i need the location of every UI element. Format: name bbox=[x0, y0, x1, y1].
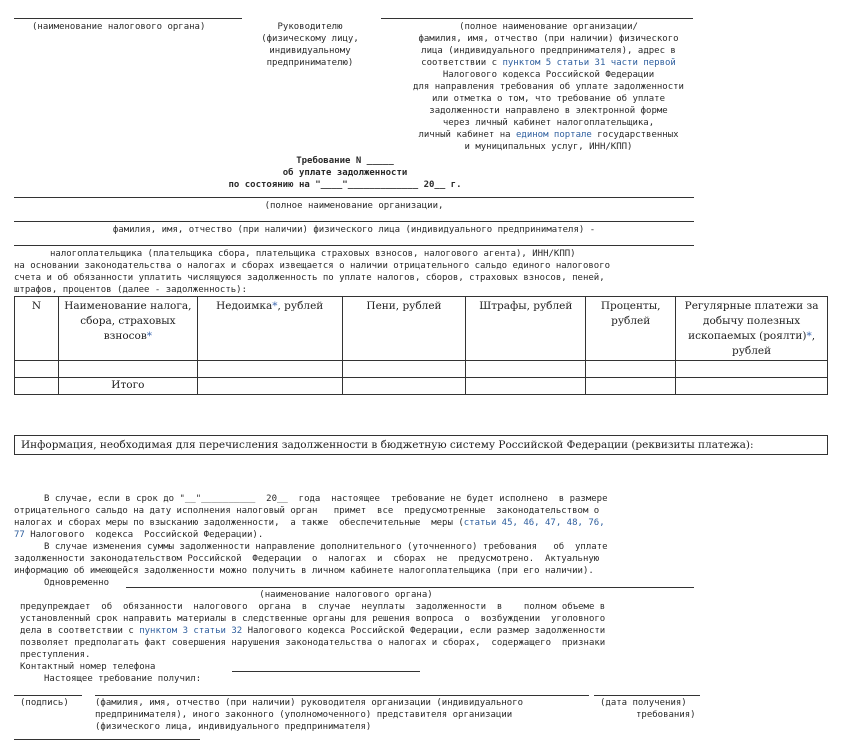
head-caption-line: предпринимателю) bbox=[266, 58, 354, 68]
body-text: Налогового кодекса Российской Федерации, если размер задолженности bbox=[242, 626, 606, 636]
table-row bbox=[15, 361, 828, 378]
table-cell bbox=[466, 361, 586, 378]
table-header-row bbox=[15, 297, 828, 361]
body-p4-l5: преступления. bbox=[20, 650, 91, 660]
signature-caption: (подпись) bbox=[20, 698, 69, 708]
org-name-line bbox=[381, 18, 693, 19]
table-total-row bbox=[15, 378, 828, 395]
org-caption-line: через личный кабинет налогоплательщика, bbox=[442, 118, 655, 128]
table-cell bbox=[15, 361, 59, 378]
subject-line-2: на основании законодательства о налогах и сборах извещается о наличии отрицательного сальдо единого налогового bbox=[14, 261, 611, 271]
body-p4-l4: позволяет предполагать факт совершения нарушения законодательства о налогах и сборах, содержащего признаки bbox=[20, 638, 606, 648]
org-caption-line: лица (индивидуального предпринимателя), адрес в bbox=[421, 46, 676, 56]
tax-authority-name-line bbox=[126, 587, 694, 588]
signature-line[interactable] bbox=[14, 695, 82, 696]
subject-caption-2: фамилия, имя, отчество (при наличии) физического лица (индивидуального предпринимателя) - bbox=[112, 225, 596, 235]
debt-table bbox=[14, 296, 828, 395]
table-cell bbox=[15, 378, 59, 395]
body-p4-l2: установленный срок направить материалы в следственные органы для решения вопроса о возбуждении уголовного bbox=[20, 614, 606, 624]
org-caption-line bbox=[381, 57, 716, 69]
name-caption-line: предпринимателя), иного законного (уполномоченного) представителя организации bbox=[95, 710, 513, 720]
tax-authority-line bbox=[14, 18, 242, 19]
table-cell bbox=[197, 378, 342, 395]
name-caption-line: (фамилия, имя, отчество (при наличии) руководителя организации (индивидуального bbox=[95, 698, 524, 708]
article-77-link[interactable]: 77 bbox=[14, 530, 25, 540]
body-p1-l2: отрицательного сальдо на дату исполнения налоговый орган примет все предусмотренные законодательством о bbox=[14, 506, 600, 516]
table-cell bbox=[58, 361, 197, 378]
unified-portal-link[interactable]: едином портале bbox=[515, 130, 592, 140]
org-full-name-line bbox=[14, 197, 694, 198]
title-line: Требование N _____ bbox=[296, 156, 394, 166]
receipt-date-line[interactable] bbox=[594, 695, 700, 696]
table-cell bbox=[197, 361, 342, 378]
org-caption-text: личный кабинет на bbox=[418, 130, 516, 140]
org-caption-text: государственных bbox=[591, 130, 679, 140]
subject-line-1: налогоплательщика (плательщика сбора, плательщика страховых взносов, налогового агента), ИНН/КПП) bbox=[50, 249, 576, 259]
person-name-line bbox=[14, 221, 694, 222]
subject-line-3: счета и об обязанности уплатить числящуюся задолженность по уплате налогов, сборов, страховых взносов, пеней, bbox=[14, 273, 605, 283]
body-text: налогах и сборах меры по взысканию задолженности, а также обеспечительные меры ( bbox=[14, 518, 464, 528]
col-header-text: , рублей bbox=[732, 330, 816, 357]
col-header-royalty bbox=[676, 297, 828, 361]
body-p2-l1: В случае изменения суммы задолженности направление дополнительного (уточненного) требования об уплате bbox=[44, 542, 608, 552]
articles-links[interactable]: статьи 45, 46, 47, 48, 76, bbox=[463, 518, 605, 528]
org-caption-text: соответствии с bbox=[421, 58, 503, 68]
org-caption-line: Налогового кодекса Российской Федерации bbox=[442, 70, 655, 80]
table-cell bbox=[466, 378, 586, 395]
footnote-star[interactable]: * bbox=[806, 330, 812, 342]
table-cell bbox=[676, 378, 828, 395]
simultaneously-label: Одновременно bbox=[44, 578, 110, 588]
org-caption-line: или отметка о том, что требование об уплате bbox=[432, 94, 665, 104]
recipient-name-caption bbox=[95, 697, 523, 733]
org-caption-line: задолженности направлено в электронной форме bbox=[429, 106, 668, 116]
org-caption-line: и муниципальных услуг, ИНН/КПП) bbox=[464, 142, 633, 152]
body-text: дела в соответствии с bbox=[20, 626, 140, 636]
org-caption-line bbox=[381, 129, 716, 141]
footnote-star[interactable]: * bbox=[272, 300, 278, 312]
table-cell bbox=[586, 378, 676, 395]
article-31-link[interactable]: пунктом 5 статьи 31 части первой bbox=[502, 58, 676, 68]
col-header-fines: Штрафы, рублей bbox=[466, 297, 586, 361]
payment-details-label: Информация, необходимая для перечисления задолженности в бюджетную систему Российской Федерации (реквизиты платежа): bbox=[21, 439, 754, 451]
body-p4-l1: предупреждает об обязанности налогового органа в случае неуплаты задолженности в полном объеме в bbox=[20, 602, 606, 612]
col-header-arrears bbox=[197, 297, 342, 361]
org-caption bbox=[381, 21, 716, 153]
body-p1-l3 bbox=[14, 517, 605, 529]
subject-caption-1: (полное наименование организации, bbox=[264, 201, 444, 211]
col-header-tax-name bbox=[58, 297, 197, 361]
bottom-line bbox=[14, 739, 200, 740]
article-32-link[interactable]: пунктом 3 статьи 32 bbox=[139, 626, 243, 636]
receipt-date-caption bbox=[600, 697, 696, 721]
table-cell bbox=[342, 378, 466, 395]
total-label: Итого bbox=[58, 378, 197, 395]
body-p1-l4 bbox=[14, 529, 263, 541]
taxpayer-line bbox=[14, 245, 694, 246]
document-title bbox=[190, 155, 500, 191]
payment-details-box bbox=[14, 435, 828, 455]
body-p4-l3 bbox=[20, 625, 605, 637]
tax-authority-caption: (наименование налогового органа) bbox=[32, 22, 206, 32]
org-caption-line: фамилия, имя, отчество (при наличии) физического bbox=[418, 34, 679, 44]
col-header-penalty-fees: Пени, рублей bbox=[342, 297, 466, 361]
head-caption-line: (физическому лицу, bbox=[261, 34, 359, 44]
received-label: Настоящее требование получил: bbox=[44, 674, 202, 684]
head-caption-line: Руководителю bbox=[277, 22, 343, 32]
head-caption bbox=[255, 21, 365, 69]
col-header-text: , рублей bbox=[277, 300, 324, 312]
table-cell bbox=[342, 361, 466, 378]
col-header-text: Недоимка bbox=[216, 300, 273, 312]
title-line: об уплате задолженности bbox=[282, 168, 408, 178]
col-header-text: Наименование налога, сбора, страховых взносов bbox=[64, 300, 192, 342]
org-caption-line: (полное наименование организации/ bbox=[459, 22, 638, 32]
footnote-star[interactable]: * bbox=[146, 330, 153, 342]
table-cell bbox=[676, 361, 828, 378]
body-p2-l2: задолженности законодательством Российской Федерации о налогах и сборах не предусмотрено. Актуальную bbox=[14, 554, 600, 564]
contact-phone-line[interactable] bbox=[232, 671, 420, 672]
org-caption-line: для направления требования об уплате задолженности bbox=[413, 82, 684, 92]
recipient-name-line[interactable] bbox=[95, 695, 589, 696]
col-header-n: N bbox=[15, 297, 59, 361]
tax-authority-name-caption: (наименование налогового органа) bbox=[259, 590, 433, 600]
table-cell bbox=[586, 361, 676, 378]
body-p1-l1: В случае, если в срок до "__"__________ 20__ года настоящее требование не будет исполнено в размере bbox=[44, 494, 608, 504]
date-caption-line: требования) bbox=[636, 710, 696, 720]
subject-line-4: штрафов, процентов (далее - задолженность): bbox=[14, 285, 247, 295]
body-text: Налогового кодекса Российской Федерации). bbox=[24, 530, 264, 540]
title-line: по состоянию на "____"_____________ 20__ г. bbox=[228, 180, 462, 190]
col-header-interest: Проценты, рублей bbox=[586, 297, 676, 361]
name-caption-line: (физического лица, индивидуального предпринимателя) bbox=[95, 722, 372, 732]
date-caption-line: (дата получения) bbox=[600, 698, 687, 708]
head-caption-line: индивидуальному bbox=[269, 46, 351, 56]
contact-phone-label: Контактный номер телефона bbox=[20, 662, 156, 672]
body-p2-l3: информацию об имеющейся задолженности можно получить в личном кабинете налогоплательщика (при его наличии). bbox=[14, 566, 594, 576]
col-header-text: Регулярные платежи за добычу полезных ископаемых (роялти) bbox=[684, 300, 819, 342]
